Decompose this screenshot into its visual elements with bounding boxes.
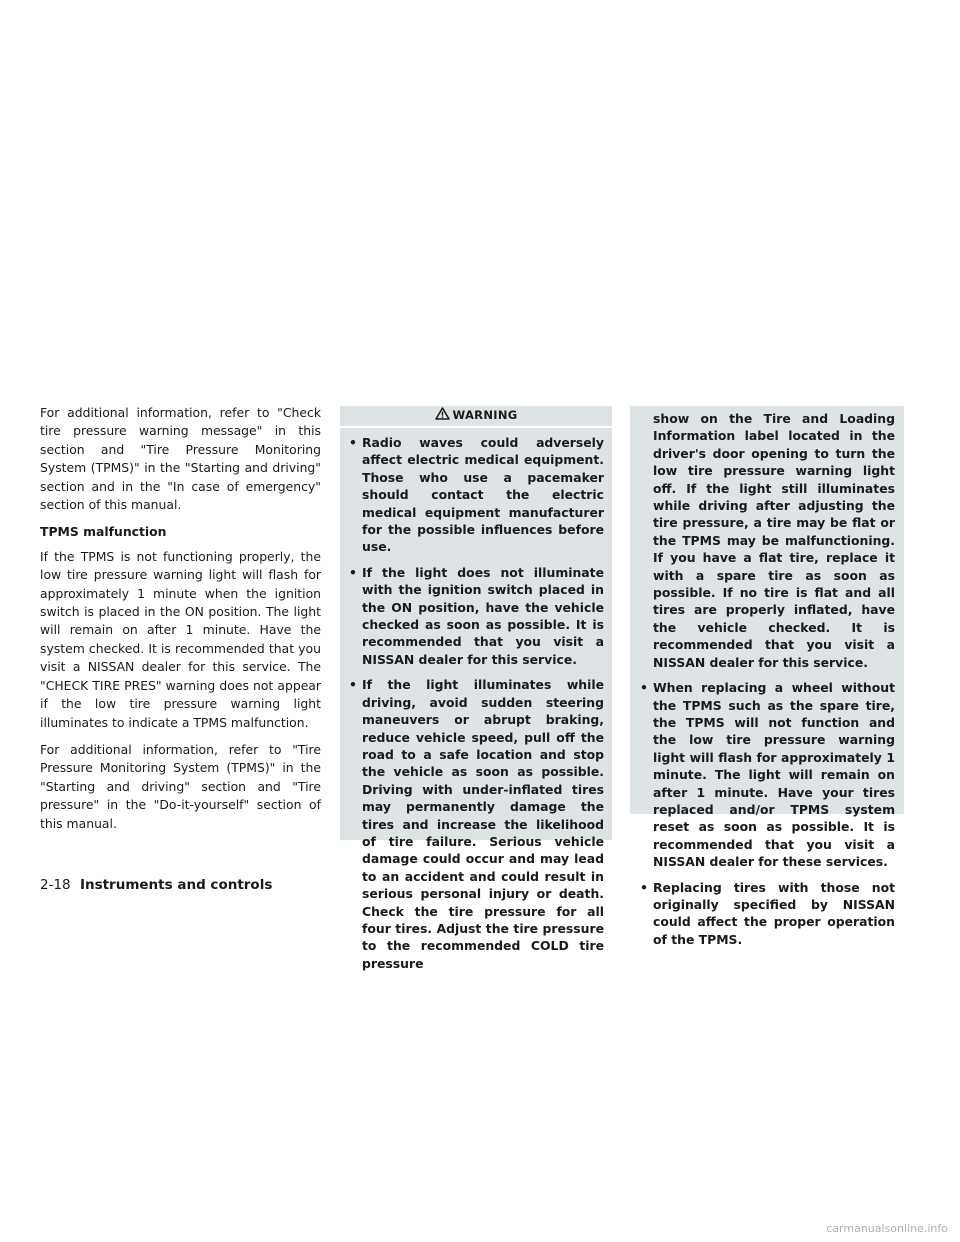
list-item: • If the light illuminates while driving, avoid sudden steering maneuvers or abrupt braking, reduce vehicle speed, pull off the road to a safe location and stop the vehicle as soon as possible. Driving with under-inflated tires may permanently damage the tires and increase the likelihood of tire failure. Serious vehicle damage could occur and may lead to an accident and could result in serious personal injury or death. Check the tire pressure for all four tires. Adjust the tire pressure to the recommended COLD tire pressure <box>348 676 604 972</box>
warning-title: WARNING <box>452 408 518 423</box>
warning-list-continued <box>639 679 895 948</box>
list-item: • Radio waves could adversely affect electric medical equipment. Those who use a pacemaker should contact the electric medical equipment manufacturer for the possible influences before use. <box>348 434 604 556</box>
warning-panel-continued <box>630 406 904 947</box>
warning-list <box>348 434 604 972</box>
section-heading: TPMS malfunction <box>40 524 167 540</box>
warning-panel <box>340 406 612 971</box>
left-column <box>40 404 321 842</box>
list-item: • When replacing a wheel without the TPMS such as the spare tire, the TPMS will not function and the low tire pressure warning light will flash for approximately 1 minute. The light will remain on after 1 minute. Have your tires replaced and/or TPMS system reset as soon as possible. It is recommended that you visit a NISSAN dealer for these services. <box>639 679 895 870</box>
warning-continuation: show on the Tire and Loading Information label located in the driver's door opening to turn the low tire pressure warning light off. If the light still illuminates while driving after adjusting the tire pressure, a tire may be flat or the TPMS may be malfunctioning. If you have a flat tire, replace it with a spare tire as soon as possible. If no tire is flat and all tires are properly inflated, have the vehicle checked. It is recommended that you visit a NISSAN dealer for this service. <box>653 411 895 670</box>
page-number: 2-18 <box>40 877 71 893</box>
section-title: Instruments and controls <box>79 877 273 893</box>
warning-triangle-icon <box>435 407 450 424</box>
malfunction-paragraph: If the TPMS is not functioning properly, the low tire pressure warning light will flash for approximately 1 minute when the ignition switch is placed in the ON position. The light will remain on after 1 minute. Have the system checked. It is recommended that you visit a NISSAN dealer for this service. The "CHECK TIRE PRES" warning does not appear if the low tire pressure warning light illuminates to indicate a TPMS malfunction. <box>40 548 321 730</box>
intro-paragraph: For additional information, refer to "Check tire pressure warning message" in this section and "Tire Pressure Monitoring System (TPMS)" in the "Starting and driving" section and in the "In case of emergency" section of this manual. <box>40 405 321 513</box>
page-footer <box>40 876 272 894</box>
watermark: carmanualsonline.info <box>826 1222 948 1235</box>
list-item: • Replacing tires with those not originally specified by NISSAN could affect the proper operation of the TPMS. <box>639 879 895 949</box>
reference-paragraph: For additional information, refer to "Tire Pressure Monitoring System (TPMS)" in the "Starting and driving" section and "Tire pressure" in the "Do-it-yourself" section of this manual. <box>40 741 321 831</box>
list-item: • If the light does not illuminate with the ignition switch placed in the ON position, have the vehicle checked as soon as possible. It is recommended that you visit a NISSAN dealer for this service. <box>348 564 604 668</box>
warning-header <box>340 406 612 428</box>
